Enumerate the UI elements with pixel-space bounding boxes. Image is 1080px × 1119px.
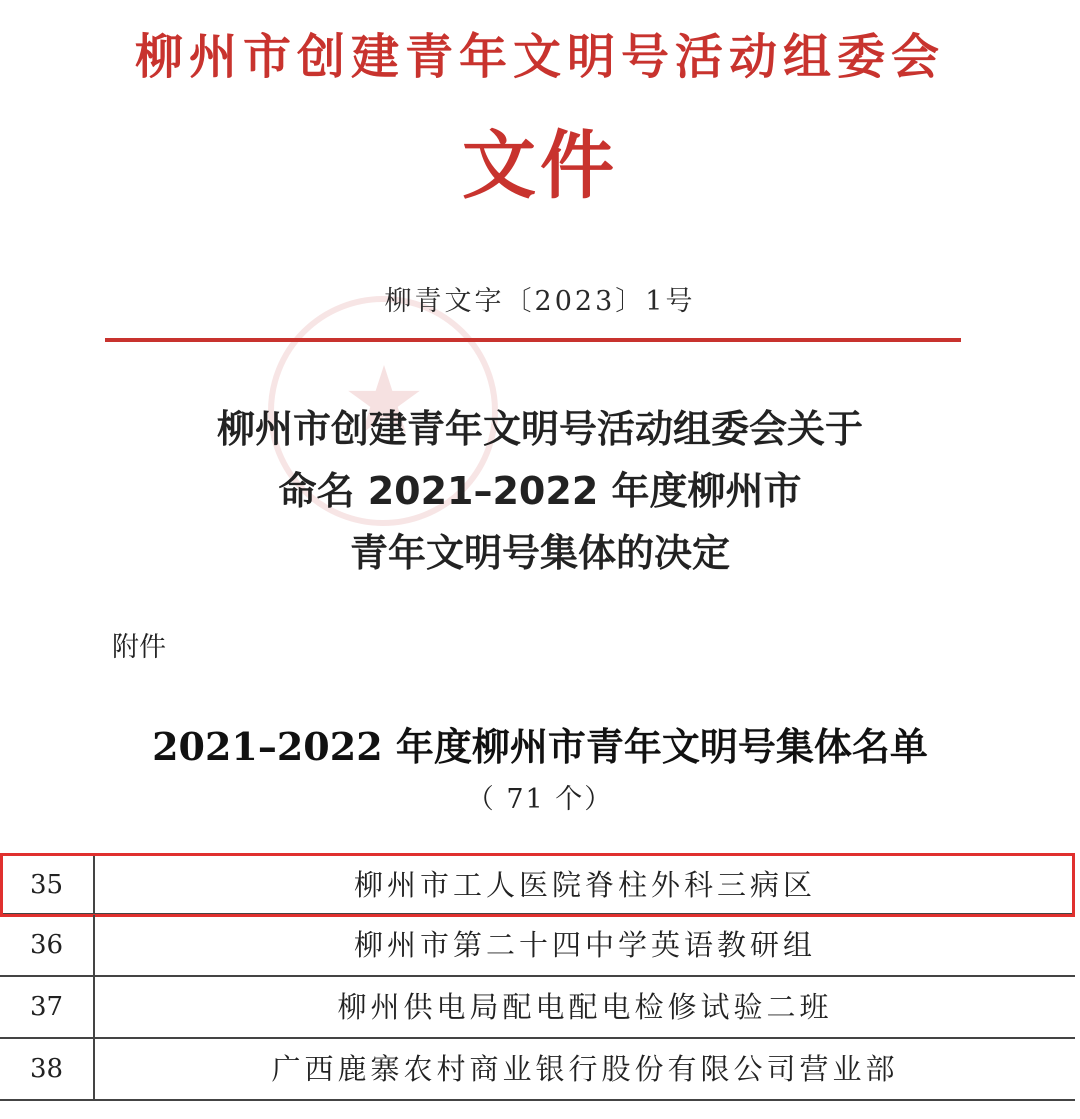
attachment-label: 附件 — [112, 632, 166, 663]
row-number: 36 — [0, 915, 95, 975]
decision-title-line: 命名 2021–2022 年度柳州市 — [278, 469, 802, 513]
collective-name: 柳州市工人医院脊柱外科三病区 — [353, 868, 816, 902]
list-title: 2021–2022 年度柳州市青年文明号集体名单 — [152, 724, 928, 769]
decision-title — [0, 398, 1080, 584]
row-number: 37 — [0, 977, 95, 1037]
list-count: （ 71 个） — [466, 784, 614, 815]
document-number: 柳青文字〔2023〕1号 — [384, 286, 696, 317]
table-row — [0, 1039, 1075, 1101]
issuing-organization: 柳州市创建青年文明号活动组委会 — [134, 29, 945, 85]
table-row — [0, 977, 1075, 1039]
decision-title-line: 柳州市创建青年文明号活动组委会关于 — [216, 407, 863, 451]
table-row — [0, 915, 1075, 977]
decision-title-line: 青年文明号集体的决定 — [349, 531, 730, 575]
collective-name: 广西鹿寨农村商业银行股份有限公司营业部 — [271, 1052, 899, 1086]
roster-table — [0, 853, 1075, 1101]
table-row — [0, 853, 1075, 915]
red-divider — [105, 338, 961, 342]
collective-name: 柳州供电局配电配电检修试验二班 — [337, 990, 833, 1024]
collective-name: 柳州市第二十四中学英语教研组 — [353, 928, 816, 962]
row-number: 38 — [0, 1039, 95, 1099]
row-number: 35 — [0, 855, 95, 915]
document-type: 文件 — [462, 123, 618, 209]
